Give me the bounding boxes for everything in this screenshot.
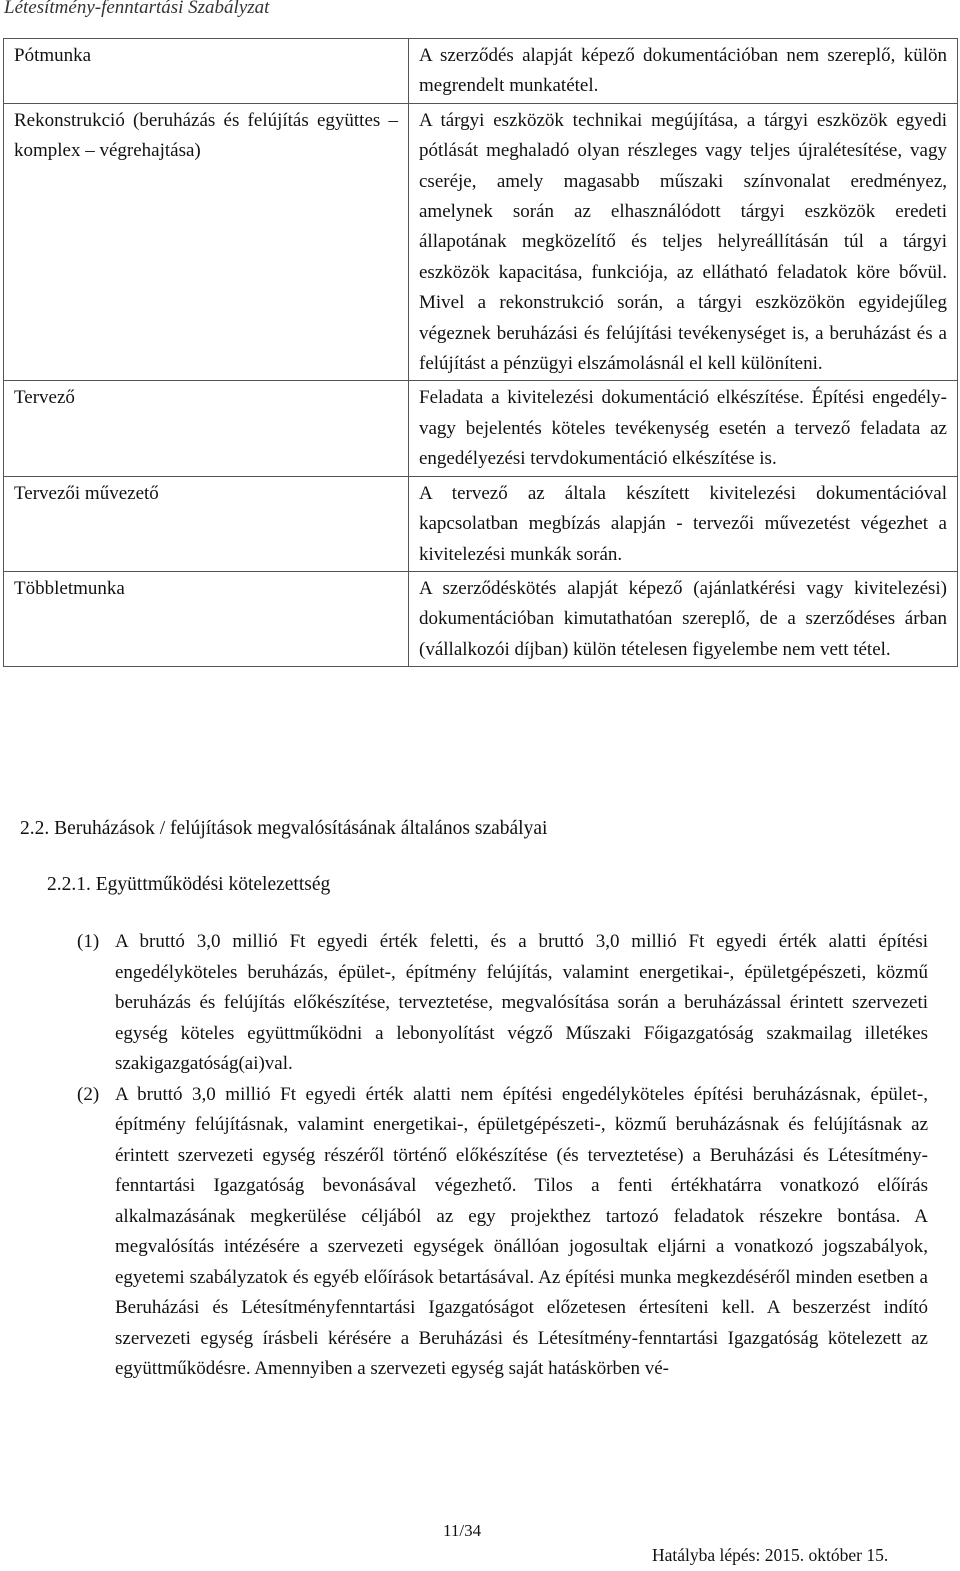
definition-row <box>4 39 958 104</box>
running-header-title: Létesítmény-fenntartási Szabályzat <box>4 0 270 18</box>
definitions-table <box>3 38 958 667</box>
definition-text: A tervező az általa készített kivitelezési dokumentációval kapcsolatban megbízás alapján - tervezői művezetést végezhet a kivitelezési munkák során. <box>409 476 958 571</box>
definition-term: Tervező <box>4 381 409 476</box>
section-title: 2.2. Beruházások / felújítások megvalósításának általános szabályai <box>20 818 548 839</box>
paragraph <box>77 1080 928 1385</box>
paragraph-number: (1) <box>77 931 100 952</box>
paragraph-text: A bruttó 3,0 millió Ft egyedi érték feletti, és a bruttó 3,0 millió Ft egyedi érték alatti építési engedélyköteles beruházás, épület-, építmény felújítás, valamint energetikai-, épületgépészeti, közmű beruházás és felújítás előkészítése, terveztetése, megvalósítása során a beruházással érintett szervezeti egység köteles együttműködni a lebonyolítást végző Műszaki Főigazgatóság szakmailag illetékes szakigazgatóság(ai)val. <box>115 931 928 1074</box>
effective-date: Hatályba lépés: 2015. október 15. <box>652 1545 889 1565</box>
definition-term <box>4 103 409 381</box>
paragraph-text: A bruttó 3,0 millió Ft egyedi érték alatti nem építési engedélyköteles építési beruházásnak, épület-, építmény felújításnak, valamint energetikai-, épületgépészeti-, közmű beruházásnak és felújításnak az érintett szervezeti egység részéről történő előkészítése (és terveztetése) a Beruházási és Létesítmény-fenntartási Igazgatóság bevonásával végezhető. Tilos a fenti értékhatárra vonatkozó előírás alkalmazásának megkerülése céljából az egy projekthez tartozó feladatok részekre bontása. A megvalósítás intézésére a szervezeti egységek önállóan jogosultak eljárni a vonatkozó jogszabályok, egyetemi szabályzatok és egyéb előírások betartásával. Az építési munka megkezdéséről minden esetben a Beruházási és Létesítményfenntartási Igazgatóságot előzetesen értesíteni kell. A beszerzést indító szervezeti egység írásbeli kérésére a Beruházási és Létesítmény-fenntartási Igazgatóság kötelezett az együttműködésre. Amennyiben a szervezeti egység saját hatáskörben vé- <box>115 1083 928 1379</box>
definition-row <box>4 476 958 571</box>
definition-text: A szerződéskötés alapját képező (ajánlatkérési vagy kivitelezési) dokumentációban kimutathatóan szereplő, de a szerződéses árban (vállalkozói díjban) külön tételesen figyelembe nem vett tétel. <box>409 571 958 666</box>
page-number: 11/34 <box>443 1521 482 1540</box>
subsection-title: 2.2.1. Együttműködési kötelezettség <box>47 874 331 895</box>
paragraph <box>77 927 928 1080</box>
definition-text: A tárgyi eszközök technikai megújítása, a tárgyi eszközök egyedi pótlását meghaladó olyan részleges vagy teljes újralétesítése, vagy cseréje, amely magasabb műszaki színvonalat eredményez, amelynek során az elhasználódott tárgyi eszközök eredeti állapotának megközelítő és teljes helyreállításán túl a tárgyi eszközök kapacitása, funkciója, az ellátható feladatok köre bővül. Mivel a rekonstrukció során, a tárgyi eszközökön egyidejűleg végeznek beruházási és felújítási tevékenységet is, a beruházást és a felújítást a pénzügyi elszámolásnál el kell különíteni. <box>409 103 958 381</box>
definition-term: Tervezői művezető <box>4 476 409 571</box>
definition-row <box>4 381 958 476</box>
definition-text: Feladata a kivitelezési dokumentáció elkészítése. Építési engedély- vagy bejelentés köteles tevékenység esetén a tervező feladata az engedélyezési tervdokumentáció elkészítése is. <box>409 381 958 476</box>
paragraph-list <box>77 927 928 1385</box>
definition-term: Többletmunka <box>4 571 409 666</box>
definition-term-text: Rekonstrukció (beruházás és felújítás együttes – komplex – végrehajtása) <box>14 109 398 162</box>
paragraph-number: (2) <box>77 1083 100 1105</box>
definition-term: Pótmunka <box>4 39 409 104</box>
definition-row <box>4 571 958 666</box>
definition-row <box>4 103 958 381</box>
definition-text: A szerződés alapját képező dokumentációban nem szereplő, külön megrendelt munkatétel. <box>409 39 958 104</box>
